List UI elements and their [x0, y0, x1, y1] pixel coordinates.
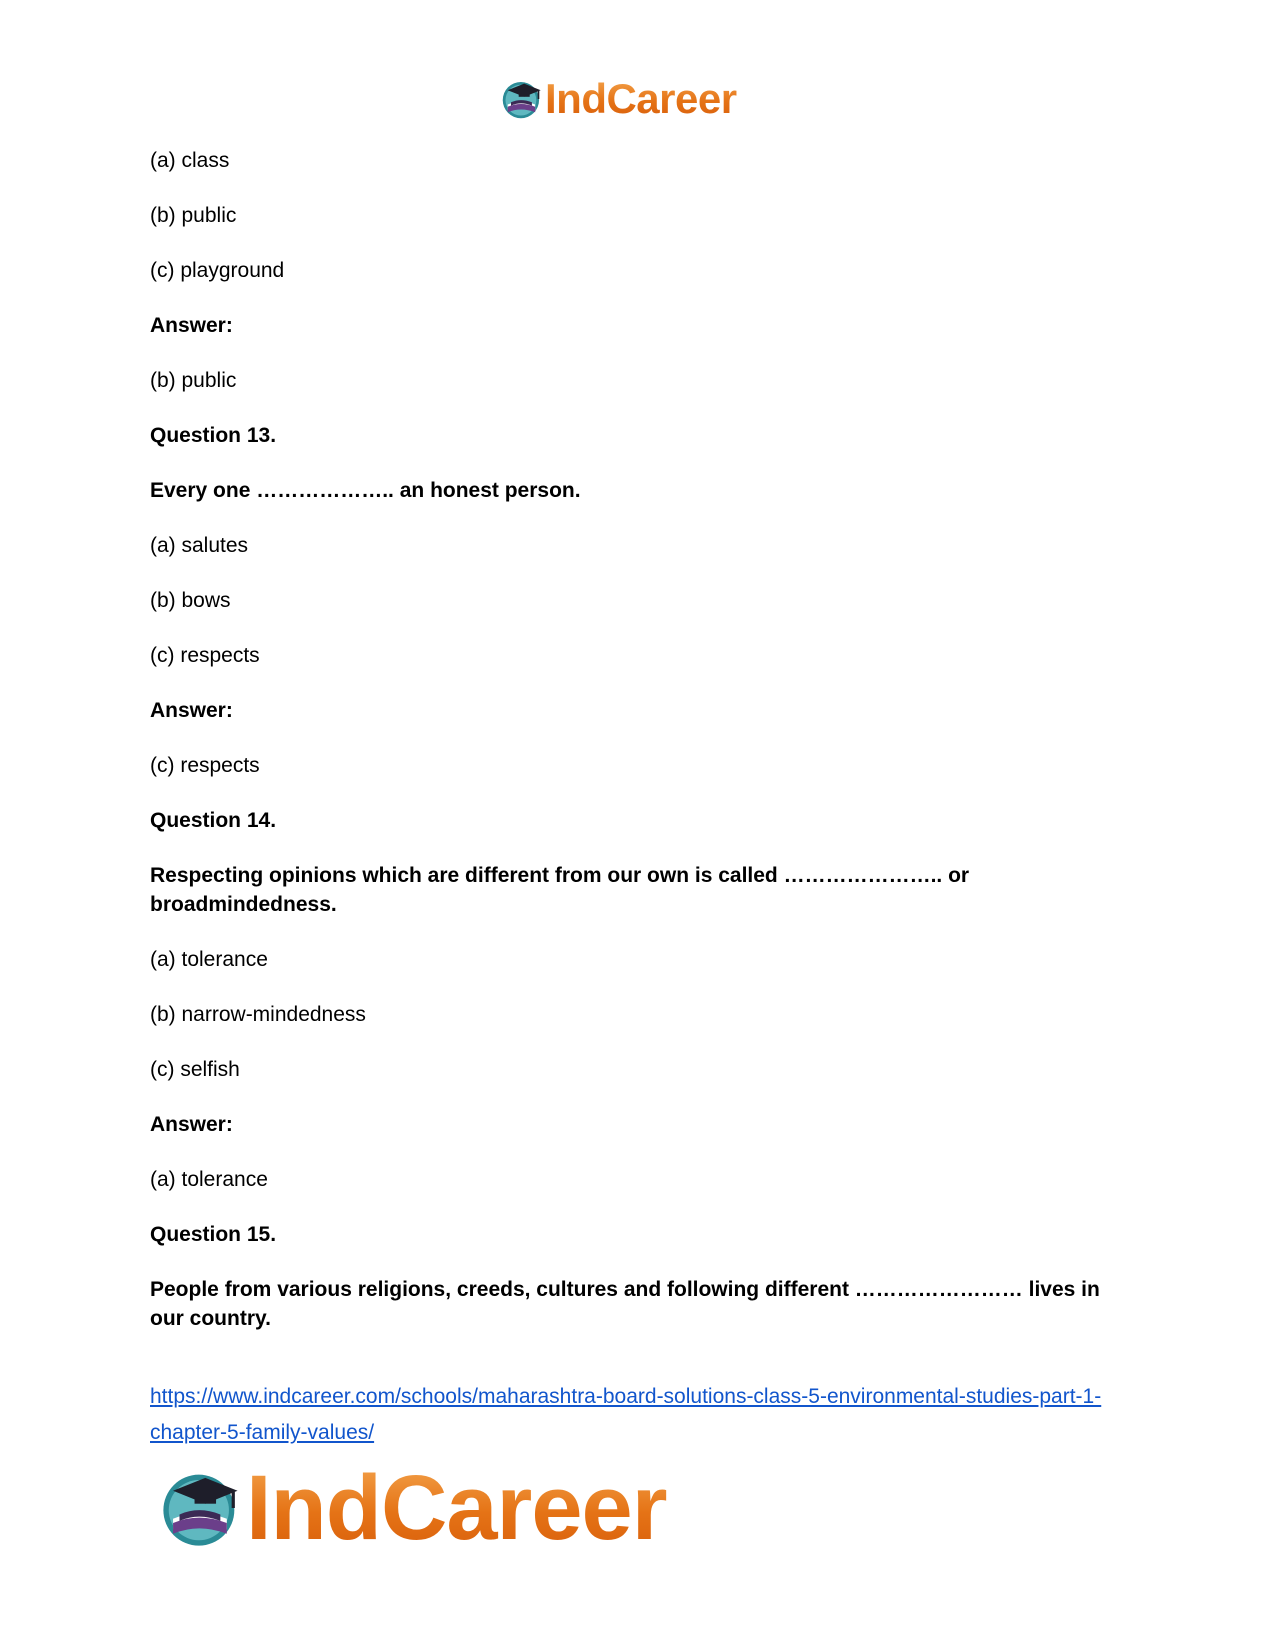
answer-heading: Answer: — [150, 314, 233, 337]
answer-text: (b) public — [150, 369, 237, 392]
question-text: People from various religions, creeds, cultures and following different …………………… lives in our country. — [150, 1278, 1100, 1330]
question-heading: Question 13. — [150, 424, 277, 447]
source-link[interactable]: https://www.indcareer.com/schools/maharashtra-board-solutions-class-5-environmental-studies-part-1-chapter-5-family-values/ — [150, 1385, 1102, 1444]
graduation-cap-book-globe-icon — [500, 78, 544, 120]
header-logo-text: IndCareer — [545, 75, 737, 122]
option-line: (b) bows — [150, 589, 231, 612]
option-line: (a) tolerance — [150, 948, 268, 971]
option-line: (a) salutes — [150, 534, 249, 557]
graduation-cap-book-globe-icon — [158, 1467, 244, 1549]
answer-text: (a) tolerance — [150, 1168, 268, 1191]
question-text: Respecting opinions which are different from our own is called ………………….. or broadmindedness. — [150, 864, 970, 916]
option-line: (c) playground — [150, 259, 285, 282]
question-heading: Question 14. — [150, 809, 277, 832]
option-line: (b) public — [150, 204, 237, 227]
answer-heading: Answer: — [150, 1113, 233, 1136]
footer-logo-text: IndCareer — [246, 1457, 667, 1559]
question-text: Every one ……………….. an honest person. — [150, 479, 581, 502]
answer-heading: Answer: — [150, 699, 233, 722]
option-line: (c) respects — [150, 644, 260, 667]
source-link-block — [150, 1379, 1150, 1451]
option-line: (b) narrow-mindedness — [150, 1003, 366, 1026]
option-line: (c) selfish — [150, 1058, 240, 1081]
question-heading: Question 15. — [150, 1223, 277, 1246]
footer-logo — [158, 1457, 667, 1559]
answer-text: (c) respects — [150, 754, 260, 777]
document-body — [150, 146, 1130, 1359]
option-line: (a) class — [150, 149, 230, 172]
header-logo — [500, 75, 737, 122]
